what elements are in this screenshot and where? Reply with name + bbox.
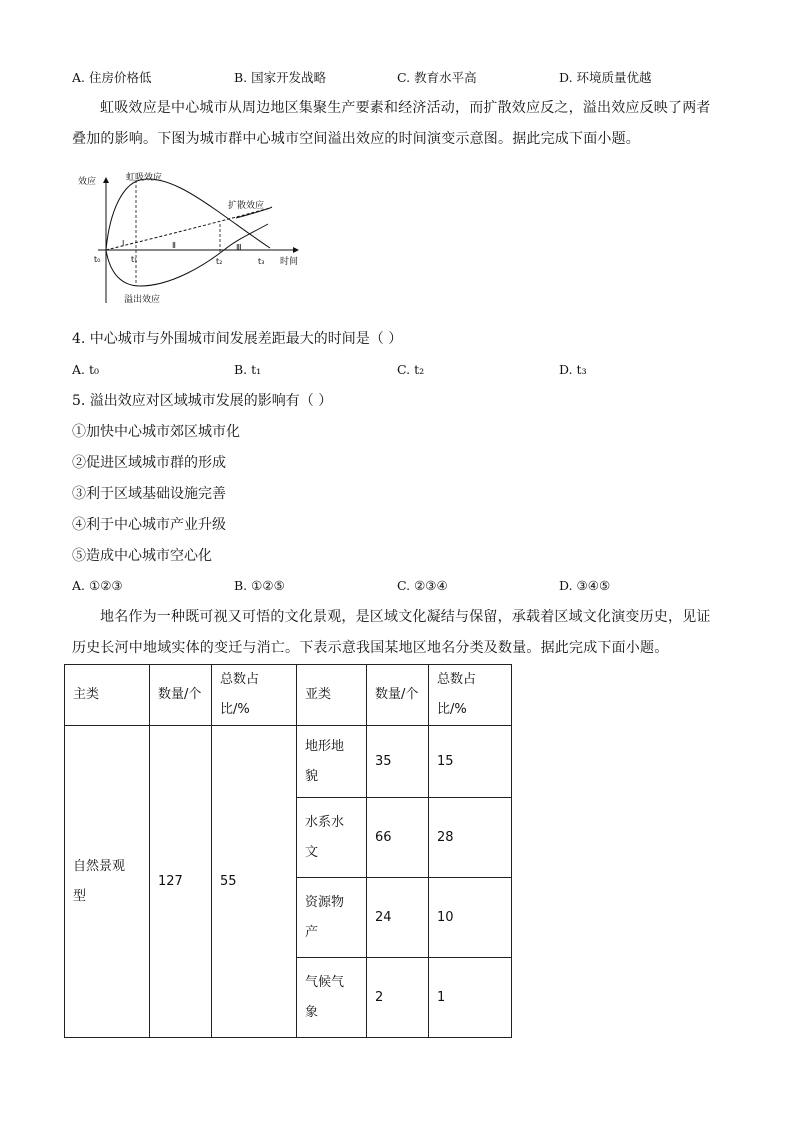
t1-label: t₁ [131, 255, 138, 264]
t0-label: t₀ [94, 255, 101, 264]
subcategory-count: 66 [367, 798, 429, 878]
q5-option-b[interactable]: B. ①②⑤ [234, 578, 285, 593]
subcategory-name: 气候气象 [297, 958, 367, 1038]
q4-stem: 4. 中心城市与外围城市间发展差距最大的时间是（ ） [72, 331, 403, 347]
table-header-cell: 数量/个 [150, 665, 212, 726]
q4-option-a[interactable]: A. t₀ [72, 362, 100, 377]
q5-item-3: ③利于区域基础设施完善 [72, 486, 226, 502]
q3-option-a[interactable]: A. 住房价格低 [72, 70, 152, 85]
table-header-cell: 数量/个 [367, 665, 429, 726]
subcategory-name: 资源物产 [297, 878, 367, 958]
siphon-effect-curve [106, 179, 270, 250]
place-name-table [64, 664, 512, 1038]
q4-option-b[interactable]: B. t₁ [234, 362, 262, 377]
q3-option-d[interactable]: D. 环境质量优越 [559, 70, 652, 85]
subcategory-count: 35 [367, 726, 429, 798]
subcategory-percent: 28 [429, 798, 512, 878]
t2-label: t₂ [216, 257, 223, 266]
table-header-row [65, 665, 512, 726]
q3-option-b[interactable]: B. 国家开发战略 [234, 70, 327, 85]
main-category-name: 自然景观型 [65, 726, 150, 1038]
subcategory-name: 地形地貌 [297, 726, 367, 798]
q5-item-5: ⑤造成中心城市空心化 [72, 548, 212, 564]
stage-1-label: Ⅰ [122, 239, 125, 248]
q3-options [72, 68, 732, 88]
table-header-cell: 亚类 [297, 665, 367, 726]
subcategory-count: 24 [367, 878, 429, 958]
table-header-cell: 总数占比/% [212, 665, 297, 726]
q5-option-c[interactable]: C. ②③④ [397, 578, 448, 593]
q5-item-2: ②促进区域城市群的形成 [72, 455, 226, 471]
q5-option-a[interactable]: A. ①②③ [72, 578, 123, 593]
table-header-cell: 主类 [65, 665, 150, 726]
diffusion-effect-curve [106, 208, 270, 250]
table-header-cell: 总数占比/% [429, 665, 512, 726]
q5-option-d[interactable]: D. ③④⑤ [559, 578, 611, 593]
diffusion-effect-end [270, 207, 272, 208]
q5-item-4: ④利于中心城市产业升级 [72, 517, 226, 533]
spillover-effect-label: 溢出效应 [124, 295, 161, 305]
q5-item-1: ①加快中心城市郊区城市化 [72, 424, 240, 440]
q5-options [72, 578, 732, 598]
q4-options [72, 362, 732, 382]
stage-2-label: Ⅱ [172, 241, 176, 250]
t3-label: t₃ [258, 257, 265, 266]
x-axis-label: 时间 [280, 257, 299, 267]
subcategory-percent: 1 [429, 958, 512, 1038]
siphon-effect-label: 虹吸效应 [126, 173, 163, 183]
y-axis-label: 效应 [78, 177, 97, 187]
table-row [65, 726, 512, 798]
subcategory-count: 2 [367, 958, 429, 1038]
q5-stem: 5. 溢出效应对区域城市发展的影响有（ ） [72, 393, 333, 409]
stage-3-label: Ⅲ [236, 243, 242, 252]
passage-spillover: 虹吸效应是中心城市从周边地区集聚生产要素和经济活动，而扩散效应反之，溢出效应反映了两者叠加的影响。下图为城市群中心城市空间溢出效应的时间演变示意图。据此完成下面小题。 [72, 100, 711, 147]
passage-place-names: 地名作为一种既可视又可悟的文化景观，是区域文化凝结与保留，承载着区域文化演变历史，见证历史长河中地域实体的变迁与消亡。下表示意我国某地区地名分类及数量。据此完成下面小题。 [72, 609, 711, 656]
subcategory-name: 水系水文 [297, 798, 367, 878]
spillover-effect-figure [76, 168, 306, 306]
subcategory-percent: 15 [429, 726, 512, 798]
main-category-percent: 55 [212, 726, 297, 1038]
q3-option-c[interactable]: C. 教育水平高 [397, 70, 477, 85]
q4-option-c[interactable]: C. t₂ [397, 362, 425, 377]
main-category-count: 127 [150, 726, 212, 1038]
diffusion-effect-label: 扩散效应 [228, 201, 265, 211]
subcategory-percent: 10 [429, 878, 512, 958]
q4-option-d[interactable]: D. t₃ [559, 362, 587, 377]
